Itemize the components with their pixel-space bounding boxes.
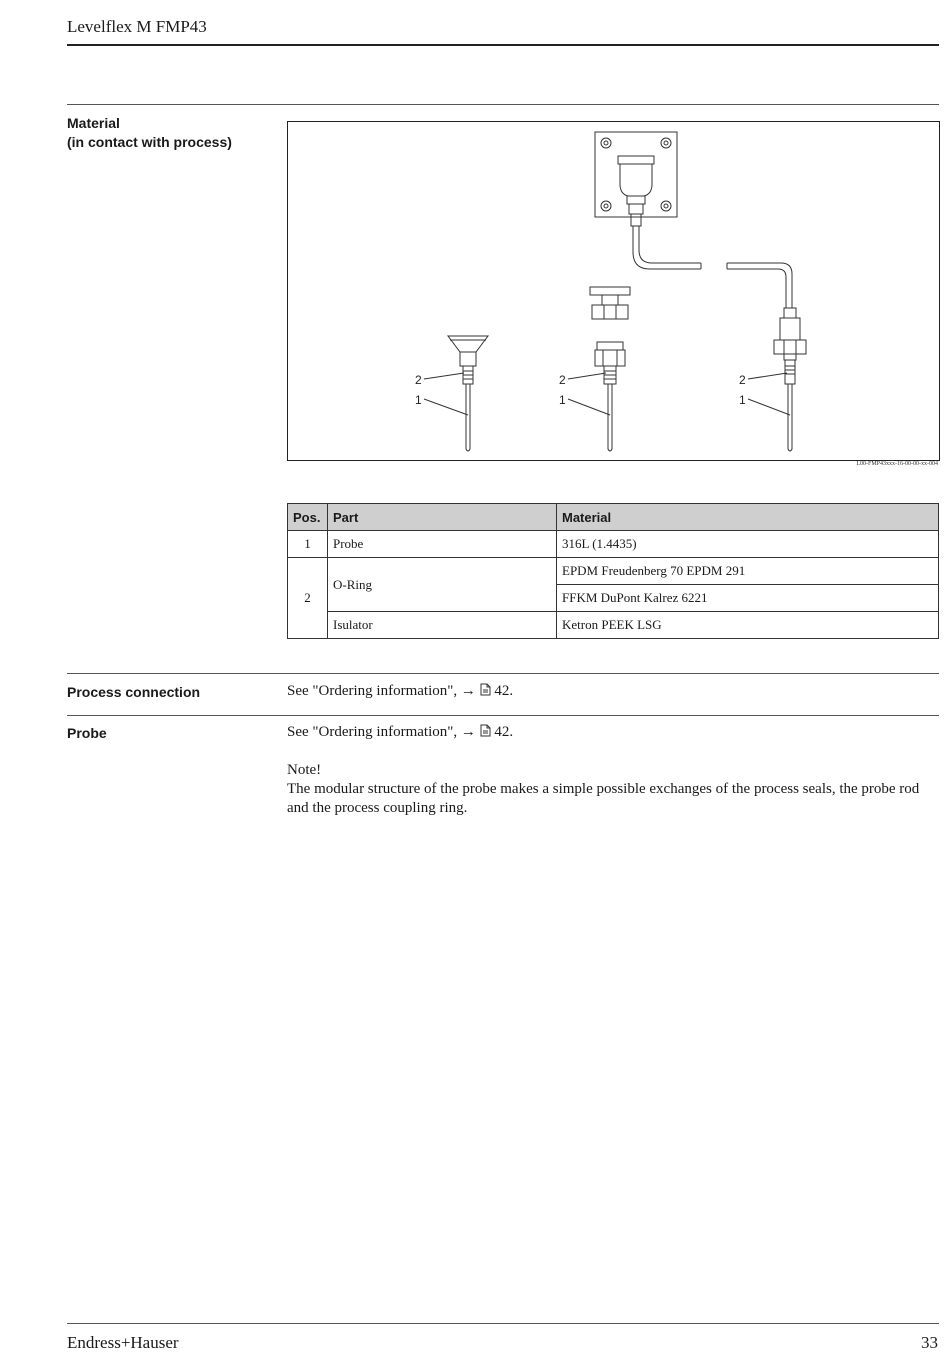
probe-ref-page[interactable]: 42.: [494, 724, 514, 740]
section-divider: [67, 104, 939, 105]
table-row: [288, 531, 939, 558]
material-label-line1: Material: [67, 115, 120, 131]
column-header-material: Material: [557, 504, 939, 531]
note-title: Note!: [287, 762, 322, 778]
material-table: [287, 503, 939, 639]
process-connection-label: Process connection: [67, 684, 201, 700]
cell-material: EPDM Freudenberg 70 EPDM 291: [557, 558, 939, 585]
process-connection-ref-text: See "Ordering information", →: [287, 683, 480, 699]
column-header-pos: Pos.: [288, 504, 328, 531]
callout-2-right: 2: [739, 373, 746, 387]
footer-brand: Endress+Hauser: [67, 1333, 179, 1352]
process-connection-ref-page[interactable]: 42.: [494, 683, 514, 699]
table-row: [288, 558, 939, 585]
table-header-row: [288, 504, 939, 531]
callout-1-left: 1: [415, 393, 422, 407]
probe-label: Probe: [67, 725, 107, 741]
section-divider: [67, 673, 939, 674]
callout-2-left: 2: [415, 373, 422, 387]
probe-note: [287, 761, 939, 818]
cell-part: O-Ring: [328, 558, 557, 612]
material-label-line2: (in contact with process): [67, 134, 232, 150]
header-title: Levelflex M FMP43: [67, 17, 207, 36]
page-icon: [480, 724, 491, 740]
cell-material: 316L (1.4435): [557, 531, 939, 558]
page-icon: [480, 683, 491, 699]
note-text: The modular structure of the probe makes a simple possible exchanges of the process seals, the probe rod and the process coupling ring.: [287, 781, 920, 816]
cell-part: Isulator: [328, 612, 557, 639]
probe-ref-text: See "Ordering information", →: [287, 724, 480, 740]
figure-code: L00-FMP43xxx-16-00-00-xx-004: [856, 461, 938, 467]
probe-text: [287, 723, 513, 742]
cell-material: Ketron PEEK LSG: [557, 612, 939, 639]
cell-material: FFKM DuPont Kalrez 6221: [557, 585, 939, 612]
process-connection-text: [287, 682, 513, 701]
probe-drawing: [288, 122, 939, 460]
section-divider: [67, 715, 939, 716]
callout-1-right: 1: [739, 393, 746, 407]
cell-pos: 2: [288, 558, 328, 639]
header-rule: [67, 44, 939, 46]
column-header-part: Part: [328, 504, 557, 531]
footer-rule: [67, 1323, 939, 1324]
cell-part: Probe: [328, 531, 557, 558]
callout-2-middle: 2: [559, 373, 566, 387]
probe-figure: [287, 121, 940, 461]
callout-1-middle: 1: [559, 393, 566, 407]
cell-pos: 1: [288, 531, 328, 558]
page-number: 33: [921, 1333, 938, 1352]
table-row: [288, 612, 939, 639]
material-label: [67, 114, 232, 152]
